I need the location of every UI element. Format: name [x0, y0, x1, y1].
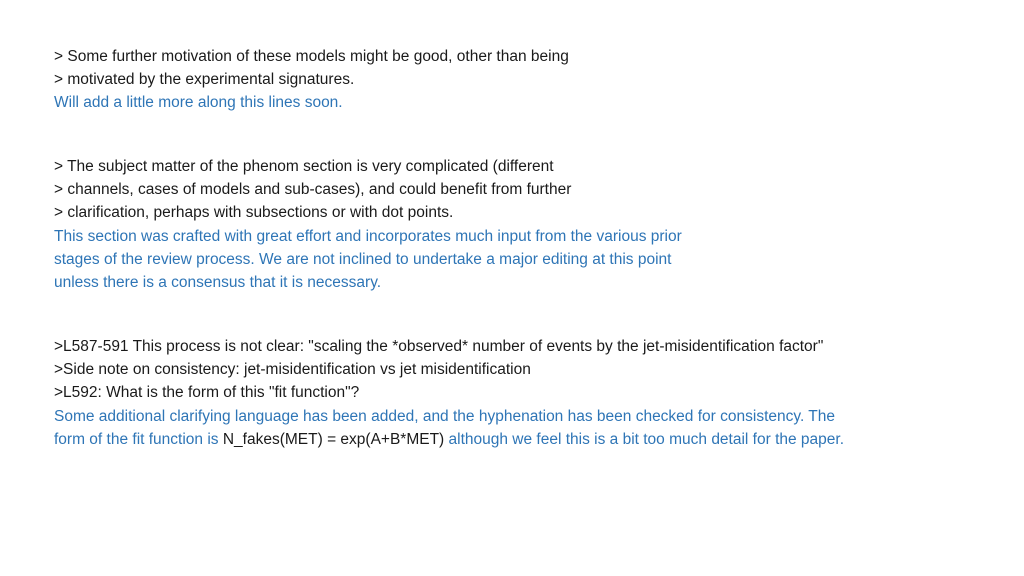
quote-line: > clarification, perhaps with subsections or with dot points.: [54, 204, 454, 222]
reply-line: This section was crafted with great effort and incorporates much input from the various prior: [54, 227, 682, 245]
reply-text: although we feel this is a bit too much detail for the paper.: [444, 430, 845, 448]
quote-line: >Side note on consistency: jet-misidentification vs jet misidentification: [54, 361, 531, 379]
quote-line: >L587-591 This process is not clear: "scaling the *observed* number of events by the jet-misidentification factor": [54, 338, 824, 355]
review-comment-1: [54, 45, 994, 115]
reply-line: unless there is a consensus that it is necessary.: [54, 274, 382, 292]
quote-line: > motivated by the experimental signatures.: [54, 71, 355, 89]
reply-text: form of the fit function is: [54, 430, 223, 448]
quote-line: >L592: What is the form of this "fit function"?: [54, 384, 360, 402]
reply-line: Will add a little more along this lines soon.: [54, 94, 343, 112]
quote-line: > Some further motivation of these models might be good, other than being: [54, 48, 569, 65]
quote-line: > channels, cases of models and sub-cases), and could benefit from further: [54, 181, 572, 199]
reply-line: Some additional clarifying language has been added, and the hyphenation has been checked for consistency. The: [54, 407, 836, 425]
fit-function-formula: N_fakes(MET) = exp(A+B*MET): [222, 430, 445, 448]
quote-line: > The subject matter of the phenom section is very complicated (different: [54, 158, 554, 175]
reply-line-with-formula: [54, 428, 994, 451]
review-comment-2: [54, 155, 994, 294]
reply-line: stages of the review process. We are not inclined to undertake a major editing at this point: [54, 250, 672, 268]
review-comment-3: [54, 335, 994, 451]
